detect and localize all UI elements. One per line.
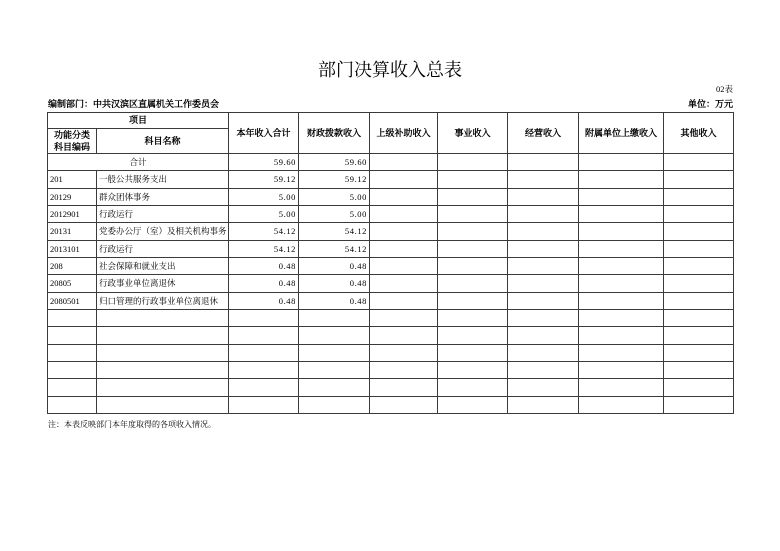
header-other-income: 其他收入 xyxy=(664,113,734,154)
cell-total-income: 5.00 xyxy=(229,205,299,222)
cell-other-income xyxy=(664,275,734,292)
cell-empty xyxy=(48,379,97,396)
cell-total-income: 54.12 xyxy=(229,223,299,240)
header-function-code xyxy=(48,129,97,154)
cell-other-income xyxy=(664,240,734,257)
cell-empty xyxy=(579,379,664,396)
cell-empty xyxy=(299,396,370,413)
cell-fiscal-appropriation-income: 0.48 xyxy=(299,257,370,274)
cell-superior-subsidy-income xyxy=(370,188,438,205)
table-row-total xyxy=(48,154,734,171)
cell-empty xyxy=(370,379,438,396)
cell-empty xyxy=(664,361,734,378)
cell-business-income xyxy=(438,275,508,292)
cell-empty xyxy=(299,344,370,361)
cell-empty xyxy=(579,344,664,361)
table-body xyxy=(48,154,734,414)
header-affiliated-unit-remittance-income: 附属单位上缴收入 xyxy=(579,113,664,154)
page-title: 部门决算收入总表 xyxy=(318,60,462,80)
cell-superior-subsidy-income xyxy=(370,205,438,222)
cell-total-income: 0.48 xyxy=(229,257,299,274)
cell-empty xyxy=(508,327,579,344)
cell-empty xyxy=(299,379,370,396)
cell-subject-name: 归口管理的行政事业单位离退休 xyxy=(97,292,229,309)
cell-affiliated-unit-remittance-income xyxy=(579,240,664,257)
cell-fiscal-appropriation-income: 59.12 xyxy=(299,171,370,188)
cell-other-income xyxy=(664,223,734,240)
cell-business-income xyxy=(438,188,508,205)
cell-operating-income xyxy=(508,188,579,205)
cell-empty xyxy=(299,327,370,344)
income-summary-table xyxy=(47,112,734,414)
unit-label: 单位：万元 xyxy=(687,99,733,109)
cell-empty xyxy=(370,344,438,361)
cell-empty xyxy=(438,327,508,344)
cell-subject-name: 行政事业单位离退休 xyxy=(97,275,229,292)
cell-function-code: 2012901 xyxy=(48,205,97,222)
cell-other-income xyxy=(664,257,734,274)
cell-affiliated-unit-remittance-income xyxy=(579,154,664,171)
cell-empty xyxy=(438,361,508,378)
cell-other-income xyxy=(664,205,734,222)
cell-empty xyxy=(97,327,229,344)
cell-superior-subsidy-income xyxy=(370,223,438,240)
cell-empty xyxy=(370,309,438,326)
header-superior-subsidy-income: 上级补助收入 xyxy=(370,113,438,154)
cell-empty xyxy=(48,309,97,326)
cell-affiliated-unit-remittance-income xyxy=(579,171,664,188)
cell-superior-subsidy-income xyxy=(370,171,438,188)
cell-empty xyxy=(229,379,299,396)
cell-operating-income xyxy=(508,257,579,274)
cell-fiscal-appropriation-income: 59.60 xyxy=(299,154,370,171)
cell-empty xyxy=(508,361,579,378)
cell-fiscal-appropriation-income: 54.12 xyxy=(299,223,370,240)
cell-other-income xyxy=(664,171,734,188)
footnote: 注：本表反映部门本年度取得的各项收入情况。 xyxy=(48,420,216,429)
cell-operating-income xyxy=(508,292,579,309)
cell-empty xyxy=(97,309,229,326)
cell-subject-name: 行政运行 xyxy=(97,240,229,257)
table-row xyxy=(48,275,734,292)
cell-empty xyxy=(579,309,664,326)
table-header xyxy=(48,113,734,154)
cell-affiliated-unit-remittance-income xyxy=(579,205,664,222)
cell-fiscal-appropriation-income: 0.48 xyxy=(299,292,370,309)
header-total-income: 本年收入合计 xyxy=(229,113,299,154)
header-business-income: 事业收入 xyxy=(438,113,508,154)
cell-empty xyxy=(579,396,664,413)
cell-affiliated-unit-remittance-income xyxy=(579,257,664,274)
table-row xyxy=(48,223,734,240)
cell-total-income: 5.00 xyxy=(229,188,299,205)
cell-total-income: 54.12 xyxy=(229,240,299,257)
header-function-code-line-1: 功能分类 xyxy=(53,130,90,140)
cell-business-income xyxy=(438,257,508,274)
cell-fiscal-appropriation-income: 0.48 xyxy=(299,275,370,292)
header-row-1 xyxy=(48,113,734,129)
cell-empty xyxy=(48,344,97,361)
cell-empty xyxy=(48,327,97,344)
cell-function-code: 201 xyxy=(48,171,97,188)
cell-operating-income xyxy=(508,223,579,240)
table-row-empty xyxy=(48,396,734,413)
cell-empty xyxy=(664,309,734,326)
header-fiscal-appropriation-income: 财政拨款收入 xyxy=(299,113,370,154)
cell-function-code: 208 xyxy=(48,257,97,274)
cell-empty xyxy=(370,327,438,344)
cell-empty xyxy=(299,361,370,378)
table-row-empty xyxy=(48,379,734,396)
cell-empty xyxy=(48,361,97,378)
cell-business-income xyxy=(438,240,508,257)
header-operating-income: 经营收入 xyxy=(508,113,579,154)
cell-empty xyxy=(508,396,579,413)
cell-empty xyxy=(664,379,734,396)
total-label: 合计 xyxy=(48,154,229,171)
cell-superior-subsidy-income xyxy=(370,292,438,309)
cell-empty xyxy=(97,361,229,378)
cell-superior-subsidy-income xyxy=(370,257,438,274)
cell-function-code: 20129 xyxy=(48,188,97,205)
cell-subject-name: 行政运行 xyxy=(97,205,229,222)
cell-business-income xyxy=(438,205,508,222)
cell-empty xyxy=(438,396,508,413)
cell-empty xyxy=(664,327,734,344)
table-number: 02表 xyxy=(715,84,733,94)
table-row-empty xyxy=(48,361,734,378)
cell-empty xyxy=(370,396,438,413)
cell-empty xyxy=(97,344,229,361)
cell-empty xyxy=(579,361,664,378)
cell-empty xyxy=(438,379,508,396)
cell-empty xyxy=(438,344,508,361)
cell-operating-income xyxy=(508,154,579,171)
cell-total-income: 59.60 xyxy=(229,154,299,171)
table-row xyxy=(48,171,734,188)
cell-affiliated-unit-remittance-income xyxy=(579,188,664,205)
cell-empty xyxy=(508,309,579,326)
cell-empty xyxy=(299,309,370,326)
cell-function-code: 20805 xyxy=(48,275,97,292)
cell-subject-name: 社会保障和就业支出 xyxy=(97,257,229,274)
cell-empty xyxy=(97,396,229,413)
cell-empty xyxy=(664,344,734,361)
cell-other-income xyxy=(664,188,734,205)
table-row xyxy=(48,240,734,257)
cell-empty xyxy=(48,396,97,413)
cell-total-income: 59.12 xyxy=(229,171,299,188)
cell-empty xyxy=(229,344,299,361)
cell-other-income xyxy=(664,292,734,309)
cell-business-income xyxy=(438,154,508,171)
compiling-department: 编制部门：中共汉滨区直属机关工作委员会 xyxy=(48,99,220,109)
cell-empty xyxy=(508,344,579,361)
cell-affiliated-unit-remittance-income xyxy=(579,292,664,309)
table-row xyxy=(48,257,734,274)
cell-superior-subsidy-income xyxy=(370,275,438,292)
cell-superior-subsidy-income xyxy=(370,154,438,171)
cell-business-income xyxy=(438,292,508,309)
cell-empty xyxy=(508,379,579,396)
table-row-empty xyxy=(48,309,734,326)
cell-empty xyxy=(370,361,438,378)
cell-subject-name: 群众团体事务 xyxy=(97,188,229,205)
cell-subject-name: 党委办公厅（室）及相关机构事务 xyxy=(97,223,229,240)
cell-function-code: 2013101 xyxy=(48,240,97,257)
header-item: 项目 xyxy=(48,113,229,129)
cell-function-code: 20131 xyxy=(48,223,97,240)
cell-affiliated-unit-remittance-income xyxy=(579,223,664,240)
cell-superior-subsidy-income xyxy=(370,240,438,257)
cell-other-income xyxy=(664,154,734,171)
header-subject-name: 科目名称 xyxy=(97,129,229,154)
cell-fiscal-appropriation-income: 5.00 xyxy=(299,188,370,205)
cell-empty xyxy=(229,361,299,378)
cell-total-income: 0.48 xyxy=(229,292,299,309)
table-row xyxy=(48,205,734,222)
table-row xyxy=(48,188,734,205)
cell-affiliated-unit-remittance-income xyxy=(579,275,664,292)
table-row-empty xyxy=(48,327,734,344)
cell-operating-income xyxy=(508,240,579,257)
cell-subject-name: 一般公共服务支出 xyxy=(97,171,229,188)
cell-business-income xyxy=(438,223,508,240)
cell-empty xyxy=(229,396,299,413)
cell-empty xyxy=(664,396,734,413)
cell-total-income: 0.48 xyxy=(229,275,299,292)
cell-business-income xyxy=(438,171,508,188)
cell-fiscal-appropriation-income: 54.12 xyxy=(299,240,370,257)
table-row-empty xyxy=(48,344,734,361)
cell-fiscal-appropriation-income: 5.00 xyxy=(299,205,370,222)
cell-operating-income xyxy=(508,171,579,188)
cell-empty xyxy=(97,379,229,396)
header-function-code-line-2: 科目编码 xyxy=(53,142,90,152)
cell-empty xyxy=(438,309,508,326)
cell-function-code: 2080501 xyxy=(48,292,97,309)
table-row xyxy=(48,292,734,309)
cell-operating-income xyxy=(508,205,579,222)
cell-empty xyxy=(229,327,299,344)
cell-operating-income xyxy=(508,275,579,292)
cell-empty xyxy=(579,327,664,344)
cell-empty xyxy=(229,309,299,326)
